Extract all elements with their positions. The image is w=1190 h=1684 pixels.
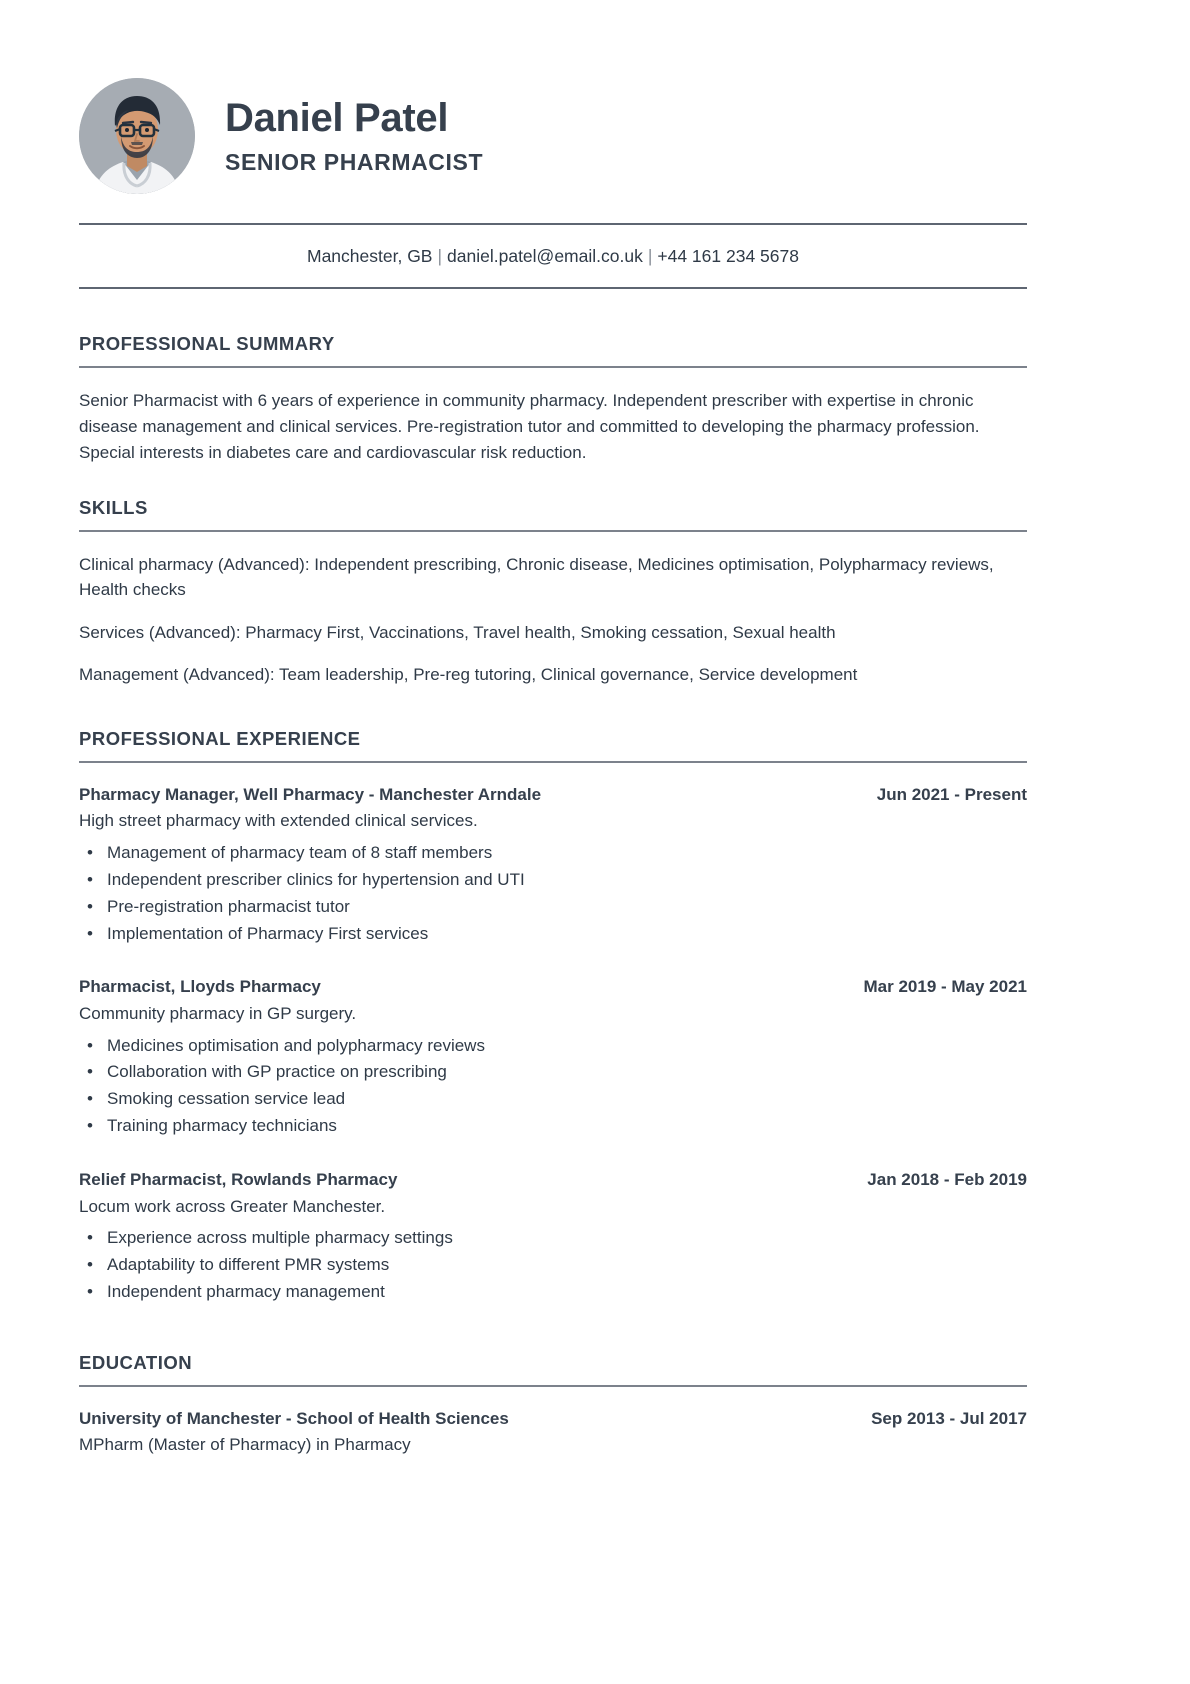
experience-bullet-list (79, 1033, 1027, 1140)
list-item (79, 867, 1027, 894)
section-title-experience: PROFESSIONAL EXPERIENCE (79, 727, 361, 749)
bullet-icon: • (87, 923, 93, 943)
list-item (79, 1033, 1027, 1060)
experience-job-title: Pharmacy Manager, Well Pharmacy - Manchester Arndale (79, 784, 542, 804)
experience-job-dates: Mar 2019 - May 2021 (863, 977, 1027, 997)
experience-entry (79, 783, 1027, 948)
education-entry (79, 1407, 1027, 1458)
section-divider-experience (79, 761, 1027, 763)
experience-job-subtitle: Locum work across Greater Manchester. (79, 1196, 386, 1216)
bullet-text: Management of pharmacy team of 8 staff members (107, 842, 493, 862)
section-skills (79, 497, 1027, 688)
section-divider-summary (79, 366, 1027, 368)
bullet-icon: • (87, 1281, 93, 1301)
summary-text: Senior Pharmacist with 6 years of experience in community pharmacy. Independent prescriber with expertise in chronic disease management and clinical services. Pre-registration tutor and committed to developing the pharmacy profession. Special interests in diabetes care and cardiovascular risk reduction. (79, 390, 980, 463)
bullet-icon: • (87, 1254, 93, 1274)
contact-location: Manchester, GB (307, 246, 433, 266)
list-item (79, 1252, 1027, 1279)
section-title-education: EDUCATION (79, 1351, 193, 1373)
education-school: University of Manchester - School of Health Sciences (79, 1408, 509, 1428)
section-title-skills: SKILLS (79, 496, 148, 518)
contact-phone[interactable]: +44 161 234 5678 (657, 246, 799, 266)
experience-entry-header (79, 1168, 1027, 1193)
bullet-icon: • (87, 1116, 93, 1136)
bullet-text: Collaboration with GP practice on prescribing (107, 1062, 447, 1082)
bullet-text: Adaptability to different PMR systems (107, 1254, 390, 1274)
bullet-text: Experience across multiple pharmacy settings (107, 1228, 453, 1248)
experience-job-dates: Jun 2021 - Present (876, 784, 1027, 804)
skill-line: Management (Advanced): Team leadership, Pre-reg tutoring, Clinical governance, Service development (79, 665, 858, 685)
bullet-icon: • (87, 869, 93, 889)
bullet-icon: • (87, 842, 93, 862)
identity-block (225, 95, 483, 177)
experience-entry-header (79, 783, 1027, 808)
experience-job-dates: Jan 2018 - Feb 2019 (867, 1169, 1027, 1189)
bullet-icon: • (87, 1228, 93, 1248)
experience-job-title: Pharmacist, Lloyds Pharmacy (79, 977, 321, 997)
header-divider-bottom (79, 287, 1027, 289)
resume-sheet (79, 0, 1027, 1458)
list-item (79, 894, 1027, 921)
experience-bullet-list (79, 840, 1027, 947)
bullet-icon: • (87, 896, 93, 916)
experience-job-subtitle: Community pharmacy in GP surgery. (79, 1004, 357, 1023)
bullet-icon: • (87, 1089, 93, 1109)
bullet-text: Implementation of Pharmacy First services (107, 923, 429, 943)
section-title-summary: PROFESSIONAL SUMMARY (79, 332, 335, 354)
list-item (79, 1279, 1027, 1306)
professional-title: SENIOR PHARMACIST (225, 149, 484, 176)
experience-job-title: Relief Pharmacist, Rowlands Pharmacy (79, 1169, 398, 1189)
section-professional-summary (79, 333, 1027, 467)
page-title: Daniel Patel (225, 96, 449, 141)
section-professional-experience (79, 728, 1027, 1306)
education-dates: Sep 2013 - Jul 2017 (871, 1408, 1027, 1428)
list-item (79, 921, 1027, 948)
contact-email[interactable]: daniel.patel@email.co.uk (447, 246, 643, 266)
list-item (79, 840, 1027, 867)
profile-photo-icon (79, 78, 195, 194)
contact-separator-2: | (647, 246, 653, 266)
experience-entry (79, 1168, 1027, 1306)
experience-entry (79, 975, 1027, 1140)
bullet-text: Smoking cessation service lead (107, 1089, 346, 1109)
education-entry-header (79, 1407, 1027, 1432)
skill-line: Services (Advanced): Pharmacy First, Vaccinations, Travel health, Smoking cessation, Sexual health (79, 622, 836, 642)
experience-bullet-list (79, 1225, 1027, 1306)
section-divider-skills (79, 530, 1027, 532)
bullet-icon: • (87, 1062, 93, 1082)
section-education (79, 1352, 1027, 1458)
experience-entry-header (79, 975, 1027, 1000)
bullet-icon: • (87, 1035, 93, 1055)
skill-line: Clinical pharmacy (Advanced): Independent prescribing, Chronic disease, Medicines optimisation, Polypharmacy reviews, Health checks (79, 554, 994, 600)
list-item (79, 1086, 1027, 1113)
bullet-text: Pre-registration pharmacist tutor (107, 896, 350, 916)
bullet-text: Training pharmacy technicians (107, 1116, 337, 1136)
bullet-text: Independent prescriber clinics for hypertension and UTI (107, 869, 525, 889)
section-divider-education (79, 1385, 1027, 1387)
list-item (79, 1113, 1027, 1140)
bullet-text: Independent pharmacy management (107, 1281, 385, 1301)
contact-separator-1: | (437, 246, 443, 266)
avatar (79, 78, 195, 194)
contact-line (79, 225, 1027, 287)
list-item (79, 1059, 1027, 1086)
education-degree: MPharm (Master of Pharmacy) in Pharmacy (79, 1435, 411, 1455)
list-item (79, 1225, 1027, 1252)
resume-header (79, 0, 1027, 194)
experience-job-subtitle: High street pharmacy with extended clinical services. (79, 811, 478, 831)
bullet-text: Medicines optimisation and polypharmacy reviews (107, 1035, 485, 1055)
